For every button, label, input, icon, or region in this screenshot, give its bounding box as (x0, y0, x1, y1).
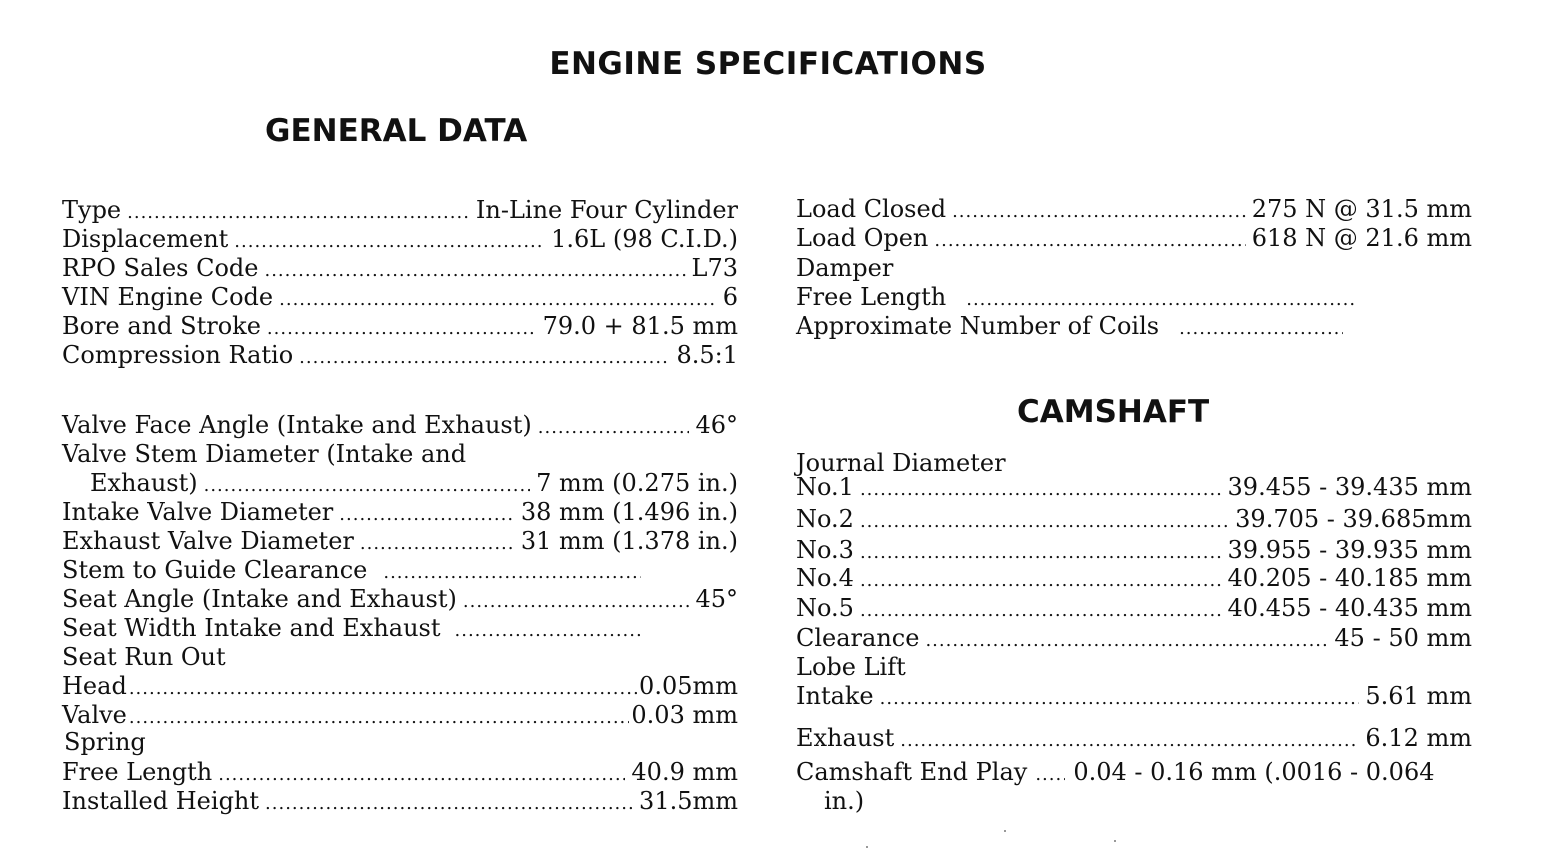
spec-row-camshaft-end-play-cont (824, 786, 1472, 816)
general-data-column (62, 0, 738, 866)
scan-speck (866, 846, 868, 848)
spec-label: Seat Width Intake and Exhaust (62, 614, 441, 642)
spec-value: 31 mm (1.378 in.) (520, 527, 738, 555)
spec-row-clearance (796, 623, 1472, 653)
spec-value: 39.455 - 39.435 mm (1227, 473, 1472, 501)
spec-row-journal-2 (796, 504, 1472, 534)
spec-value: 618 N @ 21.6 mm (1251, 224, 1472, 252)
spec-row-journal-3 (796, 535, 1472, 565)
spec-row-spring-free-length (796, 282, 1362, 312)
spec-value: L73 (691, 254, 738, 282)
page-title: ENGINE SPECIFICATIONS (549, 46, 987, 82)
spec-row-valve (62, 700, 738, 730)
spec-value: 45° (695, 585, 738, 613)
spec-label: Approximate Number of Coils (796, 312, 1160, 340)
leader-dots (860, 475, 1222, 505)
leader-dots (860, 507, 1229, 537)
spec-value: 38 mm (1.496 in.) (520, 498, 738, 526)
spec-label: Exhaust (796, 724, 895, 752)
spec-row-spring (64, 727, 738, 757)
leader-dots (880, 684, 1360, 714)
spec-label: Bore and Stroke (62, 312, 261, 340)
spec-label: Type (62, 196, 122, 224)
spec-label: Displacement (62, 225, 229, 253)
leader-dots (1179, 314, 1343, 344)
leader-dots (860, 596, 1222, 626)
spec-label: VIN Engine Code (62, 283, 274, 311)
spec-value: 45 - 50 mm (1334, 624, 1472, 652)
spec-row-journal-4 (796, 563, 1472, 593)
spec-label: Intake Valve Diameter (62, 498, 334, 526)
spec-value: 7 mm (0.275 in.) (536, 469, 738, 497)
spec-row-valve-stem-diameter-cont (90, 468, 738, 498)
spec-label: Free Length (796, 283, 947, 311)
spec-row-exhaust-lift (796, 723, 1472, 753)
spec-row-damper (796, 253, 1472, 283)
spec-value: 40.205 - 40.185 mm (1227, 564, 1472, 592)
spec-value: 39.705 - 39.685mm (1235, 505, 1472, 533)
spec-label: Damper (796, 254, 894, 282)
spec-label: No.5 (796, 594, 854, 622)
spec-value: 79.0 + 81.5 mm (542, 312, 738, 340)
leader-dots (900, 726, 1359, 756)
spec-label: Installed Height (62, 787, 260, 815)
spec-label: Valve (62, 701, 127, 729)
general-data-heading: GENERAL DATA (265, 113, 528, 149)
spec-row-approx-coils (796, 311, 1349, 341)
spec-label: No.3 (796, 536, 854, 564)
spec-row-intake-valve-diameter (62, 497, 738, 527)
spec-label: Spring (64, 728, 146, 756)
lobe-lift-heading (796, 652, 1472, 682)
spec-value: 40.9 mm (631, 758, 738, 786)
spec-row-bore-stroke (62, 311, 738, 341)
spec-value: 46° (695, 411, 738, 439)
leader-dots (299, 343, 670, 373)
spec-label: Compression Ratio (62, 341, 294, 369)
spec-value: 1.6L (98 C.I.D.) (551, 225, 738, 253)
scan-speck (1114, 840, 1116, 842)
spec-value: 8.5:1 (676, 341, 738, 369)
spec-label: Stem to Guide Clearance (62, 556, 368, 584)
spec-row-installed-height (62, 786, 738, 816)
spec-row-journal-1 (796, 472, 1472, 502)
spec-row-journal-5 (796, 593, 1472, 623)
scan-speck (1004, 830, 1006, 832)
spec-value: 6 (722, 283, 738, 311)
spec-label: Journal Diameter (796, 449, 1006, 477)
spec-label: Intake (796, 682, 874, 710)
spec-row-free-length (62, 757, 738, 787)
spec-label: Load Closed (796, 195, 947, 223)
spec-row-stem-guide-clearance (62, 555, 662, 585)
spec-label: No.1 (796, 473, 854, 501)
spec-label: Valve Stem Diameter (Intake and (62, 440, 467, 468)
camshaft-heading: CAMSHAFT (1017, 394, 1210, 430)
spec-row-rpo-sales-code (62, 253, 738, 283)
spec-label: Clearance (796, 624, 920, 652)
spec-row-load-open (796, 223, 1472, 253)
spec-row-displacement (62, 224, 738, 254)
spec-label: RPO Sales Code (62, 254, 259, 282)
spec-row-seat-width (62, 613, 662, 643)
leader-dots (934, 226, 1245, 256)
spec-row-valve-face-angle (62, 410, 738, 440)
right-column (796, 0, 1472, 866)
spec-row-seat-run-out (62, 642, 738, 672)
spec-row-load-closed (796, 194, 1472, 224)
spec-value: 39.955 - 39.935 mm (1227, 536, 1472, 564)
spec-row-valve-stem-diameter (62, 439, 738, 469)
spec-value: 5.61 mm (1365, 682, 1472, 710)
spec-label: Seat Run Out (62, 643, 226, 671)
spec-value: 31.5mm (639, 787, 738, 815)
spec-label: Lobe Lift (796, 653, 906, 681)
spec-value: 0.03 mm (631, 701, 738, 729)
leader-dots (265, 789, 633, 819)
spec-label: Seat Angle (Intake and Exhaust) (62, 585, 457, 613)
spec-value: 0.05mm (639, 672, 738, 700)
spec-row-compression-ratio (62, 340, 738, 370)
spec-label: Camshaft End Play (796, 758, 1028, 786)
spec-row-head (62, 671, 738, 701)
spec-row-exhaust-valve-diameter (62, 526, 738, 556)
spec-value-continued: in.) (824, 787, 865, 815)
spec-row-seat-angle (62, 584, 738, 614)
spec-row-vin-engine-code (62, 282, 738, 312)
spec-value: 40.455 - 40.435 mm (1227, 594, 1472, 622)
spec-value: 6.12 mm (1365, 724, 1472, 752)
spec-value: 0.04 - 0.16 mm (.0016 - 0.064 (1073, 758, 1435, 786)
spec-label: Valve Face Angle (Intake and Exhaust) (62, 411, 532, 439)
spec-row-camshaft-end-play (796, 757, 1472, 787)
spec-value: 275 N @ 31.5 mm (1251, 195, 1472, 223)
spec-label: Exhaust) (90, 469, 198, 497)
spec-label: Free Length (62, 758, 213, 786)
spec-row-intake-lift (796, 681, 1472, 711)
spec-label: No.2 (796, 505, 854, 533)
spec-label: Head (62, 672, 127, 700)
spec-label: Exhaust Valve Diameter (62, 527, 354, 555)
spec-value: In-Line Four Cylinder (475, 196, 738, 224)
spec-row-type (62, 195, 738, 225)
spec-label: No.4 (796, 564, 854, 592)
leader-dots (860, 566, 1222, 596)
spec-label: Load Open (796, 224, 929, 252)
